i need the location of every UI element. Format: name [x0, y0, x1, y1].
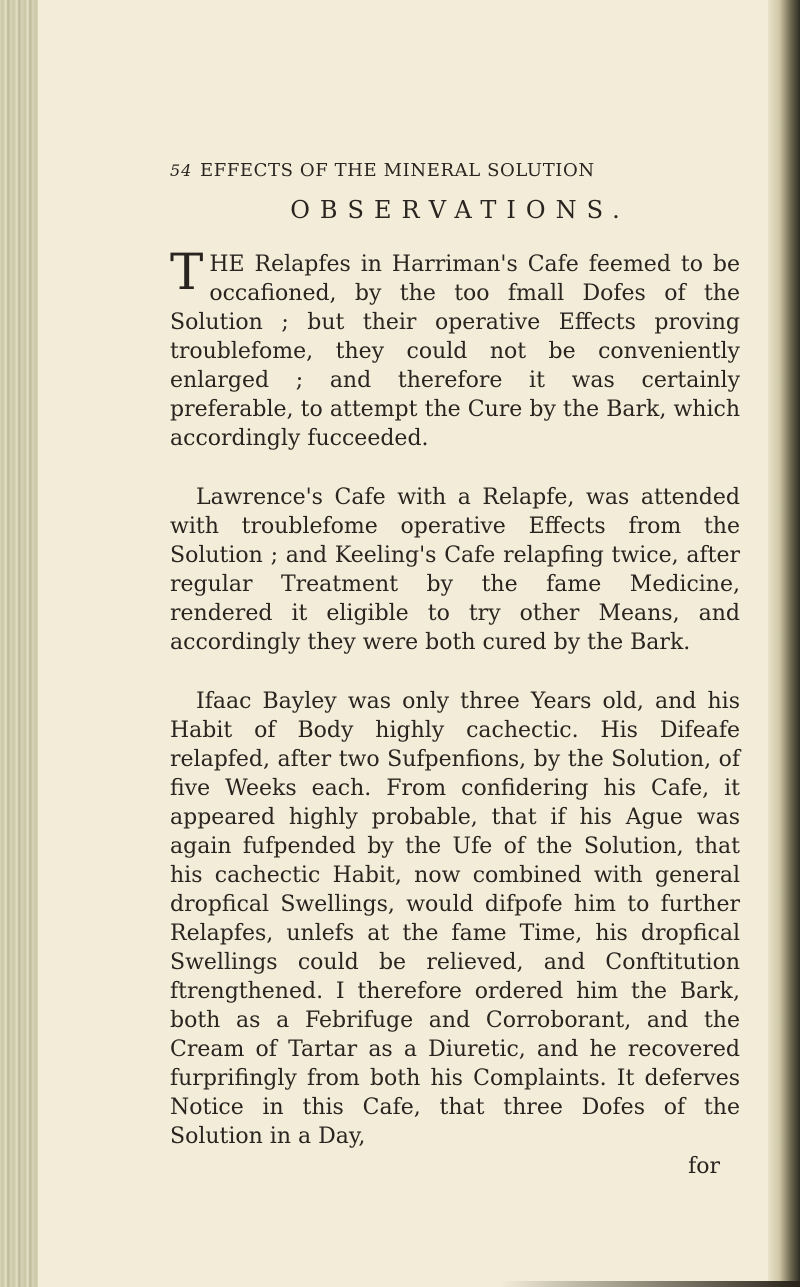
- page-number: 54: [170, 161, 193, 180]
- section-title: OBSERVATIONS.: [290, 196, 630, 224]
- drop-cap: T: [170, 243, 204, 301]
- running-head-title: EFFECTS OF THE MINERAL SOLUTION: [200, 160, 595, 181]
- book-page: [170, 160, 740, 1181]
- paragraph-2: Lawrence's Cafe with a Relapfe, was attended with troublefome operative Effects from the Solution ; and Keeling's Cafe relapfing twice, after regular Treatment by the fame Medicine, rendered it eligible to try other Means, and accordingly they were both cured by the Bark.: [170, 485, 740, 655]
- left-binding-edge: [0, 0, 38, 1287]
- catchword: for: [688, 1154, 720, 1179]
- bottom-edge-shadow: [500, 1281, 800, 1287]
- right-page-edge-shadow: [768, 0, 800, 1287]
- paragraph-1-text: HE Relapfes in Harriman's Cafe feemed to be occafioned, by the too fmall Dofes of the Solution ; but their operative Effects proving troublefome, they could not be conveniently enlarged ; and therefore it was certainly preferable, to attempt the Cure by the Bark, which accordingly fucceeded.: [170, 252, 740, 451]
- paragraph-3: Ifaac Bayley was only three Years old, and his Habit of Body highly cachectic. His Difeafe relapfed, after two Sufpenfions, by the Solution, of five Weeks each. From confidering his Cafe, it appeared highly probable, that if his Ague was again fufpended by the Ufe of the Solution, that his cachectic Habit, now combined with general dropfical Swellings, would difpofe him to further Relapfes, unlefs at the fame Time, his dropfical Swellings could be relieved, and Conftitution ftrengthened. I therefore ordered him the Bark, both as a Febrifuge and Corroborant, and the Cream of Tartar as a Diuretic, and he recovered furprifingly from both his Complaints. It deferves Notice in this Cafe, that three Dofes of the Solution in a Day,: [170, 689, 740, 1149]
- running-head: [170, 160, 740, 196]
- paragraph-1: [170, 243, 740, 453]
